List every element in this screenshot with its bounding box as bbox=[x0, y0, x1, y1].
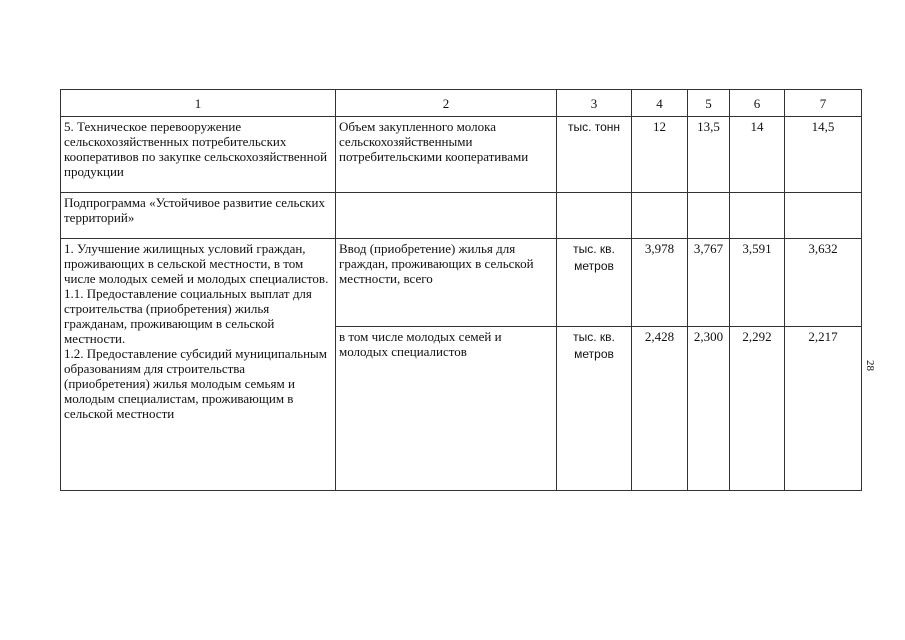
value-cell: 3,632 bbox=[785, 239, 862, 327]
value-cell: 2,300 bbox=[688, 327, 730, 491]
header-cell: 5 bbox=[688, 90, 730, 117]
value-cell: 3,978 bbox=[632, 239, 688, 327]
unit-cell: тыс. тонн bbox=[557, 117, 632, 193]
indicators-table bbox=[60, 89, 862, 491]
header-cell: 2 bbox=[336, 90, 557, 117]
empty-cell bbox=[336, 193, 557, 239]
value-cell: 2,292 bbox=[730, 327, 785, 491]
value-cell: 14 bbox=[730, 117, 785, 193]
subprogram-row bbox=[61, 193, 862, 239]
value-cell: 13,5 bbox=[688, 117, 730, 193]
empty-cell bbox=[632, 193, 688, 239]
table-row bbox=[61, 239, 862, 327]
header-cell: 6 bbox=[730, 90, 785, 117]
value-cell: 2,217 bbox=[785, 327, 862, 491]
header-cell: 4 bbox=[632, 90, 688, 117]
empty-cell bbox=[688, 193, 730, 239]
unit-cell: тыс. кв. метров bbox=[557, 239, 632, 327]
indicator-cell: Ввод (приобретение) жилья для граждан, проживающих в сельской местности, всего bbox=[336, 239, 557, 327]
measure-line: 1.2. Предоставление субсидий муниципальным образованиям для строительства (приобретения) жилья молодым семьям и молодым специалистам, проживающим в сельской местности bbox=[64, 346, 327, 421]
value-cell: 14,5 bbox=[785, 117, 862, 193]
indicator-cell: в том числе молодых семей и молодых специалистов bbox=[336, 327, 557, 491]
value-cell: 2,428 bbox=[632, 327, 688, 491]
empty-cell bbox=[557, 193, 632, 239]
unit-cell: тыс. кв. метров bbox=[557, 327, 632, 491]
value-cell: 3,767 bbox=[688, 239, 730, 327]
measure-line: 1.1. Предоставление социальных выплат для строительства (приобретения) жилья гражданам, проживающим в сельской местности. bbox=[64, 286, 312, 346]
header-cell: 1 bbox=[61, 90, 336, 117]
value-cell: 12 bbox=[632, 117, 688, 193]
subprogram-title: Подпрограмма «Устойчивое развитие сельских территорий» bbox=[61, 193, 336, 239]
empty-cell bbox=[730, 193, 785, 239]
empty-cell bbox=[785, 193, 862, 239]
measure-cell: 5. Техническое перевооружение сельскохозяйственных потребительских кооперативов по закупке сельскохозяйственной продукции bbox=[61, 117, 336, 193]
measure-cell bbox=[61, 239, 336, 491]
value-cell: 3,591 bbox=[730, 239, 785, 327]
indicator-cell: Объем закупленного молока сельскохозяйственными потребительскими кооперативами bbox=[336, 117, 557, 193]
measure-line: 1. Улучшение жилищных условий граждан, проживающих в сельской местности, в том числе молодых семей и молодых специалистов. bbox=[64, 241, 329, 286]
page-number: 28 bbox=[864, 360, 876, 371]
table-row bbox=[61, 117, 862, 193]
header-cell: 7 bbox=[785, 90, 862, 117]
header-row bbox=[61, 90, 862, 117]
header-cell: 3 bbox=[557, 90, 632, 117]
